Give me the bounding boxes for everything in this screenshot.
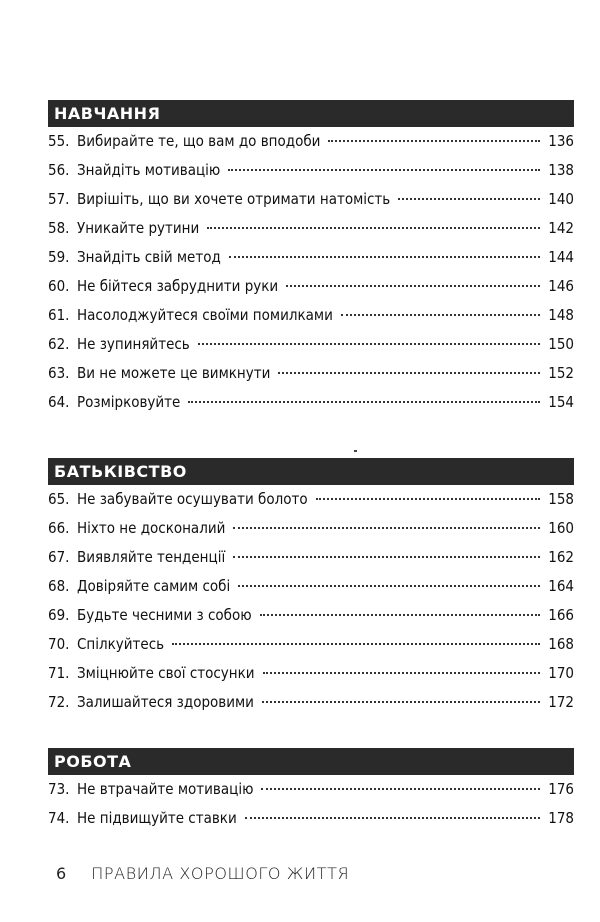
entry-page: 166 <box>548 606 574 624</box>
entry-number: 62. <box>48 335 70 353</box>
toc-entry <box>48 485 574 514</box>
entry-title: Не бійтеся забруднити руки <box>77 277 279 295</box>
entry-title: Не зупиняйтесь <box>77 335 190 353</box>
entry-title: Вирішіть, що ви хочете отримати натомість <box>77 190 391 208</box>
dot-leader <box>245 817 540 819</box>
running-title: ПРАВИЛА ХОРОШОГО ЖИТТЯ <box>91 864 350 883</box>
entry-title: Знайдіть свій метод <box>77 248 221 266</box>
toc-entry <box>48 272 574 301</box>
entry-number: 56. <box>48 161 70 179</box>
dot-leader <box>233 527 540 529</box>
entry-title: Зміцнюйте свої стосунки <box>77 664 255 682</box>
toc-entry <box>48 185 574 214</box>
toc-entry <box>48 301 574 330</box>
toc-entry <box>48 514 574 543</box>
section-batkivstvo <box>48 458 574 717</box>
toc-entry <box>48 243 574 272</box>
dot-leader <box>238 585 540 587</box>
toc-entry <box>48 630 574 659</box>
toc-entry <box>48 359 574 388</box>
dot-leader <box>316 498 540 500</box>
entry-number: 66. <box>48 519 70 537</box>
entry-page: 172 <box>548 693 574 711</box>
page-number: 6 <box>56 864 67 883</box>
toc-entry <box>48 214 574 243</box>
toc-entry <box>48 572 574 601</box>
section-navchannia <box>48 100 574 417</box>
entry-page: 170 <box>548 664 574 682</box>
entry-title: Вибирайте те, що вам до вподоби <box>77 132 321 150</box>
entry-title: Уникайте рутини <box>77 219 200 237</box>
section-title: РОБОТА <box>54 752 132 771</box>
entry-page: 144 <box>548 248 574 266</box>
dot-leader <box>228 169 540 171</box>
dot-leader <box>263 672 540 674</box>
toc-entry <box>48 601 574 630</box>
entry-number: 61. <box>48 306 70 324</box>
dot-leader <box>286 285 540 287</box>
entry-title: Залишайтеся здоровими <box>77 693 254 711</box>
entry-page: 162 <box>548 548 574 566</box>
toc-entry <box>48 127 574 156</box>
dot-leader <box>229 256 540 258</box>
entry-title: Будьте чесними з собою <box>77 606 252 624</box>
toc-entry <box>48 659 574 688</box>
entry-number: 60. <box>48 277 70 295</box>
entry-number: 69. <box>48 606 70 624</box>
entry-number: 67. <box>48 548 70 566</box>
entry-number: 65. <box>48 490 70 508</box>
entry-page: 168 <box>548 635 574 653</box>
entry-page: 138 <box>548 161 574 179</box>
entry-title: Не підвищуйте ставки <box>77 809 237 827</box>
section-robota <box>48 748 574 833</box>
entry-number: 59. <box>48 248 70 266</box>
entry-page: 148 <box>548 306 574 324</box>
toc-entry <box>48 688 574 717</box>
entry-page: 154 <box>548 393 574 411</box>
toc-entry <box>48 388 574 417</box>
dot-leader <box>262 701 540 703</box>
entry-page: 146 <box>548 277 574 295</box>
section-title: БАТЬКІВСТВО <box>54 462 187 481</box>
dot-leader <box>398 198 540 200</box>
toc-list <box>48 485 574 717</box>
dot-leader <box>260 614 540 616</box>
toc-entry <box>48 156 574 185</box>
entry-title: Довіряйте самим собі <box>77 577 231 595</box>
entry-number: 58. <box>48 219 70 237</box>
dot-leader <box>172 643 540 645</box>
entry-page: 160 <box>548 519 574 537</box>
dot-leader <box>233 556 540 558</box>
entry-number: 72. <box>48 693 70 711</box>
dot-leader <box>261 788 540 790</box>
entry-number: 70. <box>48 635 70 653</box>
entry-title: Ви не можете це вимкнути <box>77 364 271 382</box>
section-header <box>48 458 574 485</box>
toc-entry <box>48 330 574 359</box>
entry-page: 152 <box>548 364 574 382</box>
toc-entry <box>48 804 574 833</box>
dot-leader <box>198 343 540 345</box>
entry-page: 136 <box>548 132 574 150</box>
page-footer <box>56 864 349 883</box>
entry-title: Не втрачайте мотивацію <box>77 780 254 798</box>
print-speck <box>354 450 357 452</box>
dot-leader <box>188 401 540 403</box>
entry-page: 158 <box>548 490 574 508</box>
entry-number: 55. <box>48 132 70 150</box>
entry-page: 164 <box>548 577 574 595</box>
entry-page: 150 <box>548 335 574 353</box>
section-header <box>48 748 574 775</box>
entry-title: Не забувайте осушувати болото <box>77 490 308 508</box>
section-header <box>48 100 574 127</box>
entry-number: 73. <box>48 780 70 798</box>
dot-leader <box>207 227 540 229</box>
toc-list <box>48 127 574 417</box>
entry-title: Насолоджуйтеся своїми помилками <box>77 306 333 324</box>
entry-page: 140 <box>548 190 574 208</box>
entry-number: 71. <box>48 664 70 682</box>
toc-list <box>48 775 574 833</box>
entry-title: Виявляйте тенденції <box>77 548 226 566</box>
dot-leader <box>341 314 540 316</box>
entry-page: 142 <box>548 219 574 237</box>
entry-page: 178 <box>548 809 574 827</box>
dot-leader <box>328 140 540 142</box>
entry-number: 57. <box>48 190 70 208</box>
entry-title: Ніхто не досконалий <box>77 519 226 537</box>
entry-number: 63. <box>48 364 70 382</box>
entry-title: Знайдіть мотивацію <box>77 161 221 179</box>
entry-number: 74. <box>48 809 70 827</box>
section-title: НАВЧАННЯ <box>54 104 161 123</box>
entry-page: 176 <box>548 780 574 798</box>
entry-number: 68. <box>48 577 70 595</box>
dot-leader <box>278 372 540 374</box>
entry-number: 64. <box>48 393 70 411</box>
toc-entry <box>48 775 574 804</box>
entry-title: Розмірковуйте <box>77 393 181 411</box>
entry-title: Спілкуйтесь <box>77 635 165 653</box>
toc-entry <box>48 543 574 572</box>
